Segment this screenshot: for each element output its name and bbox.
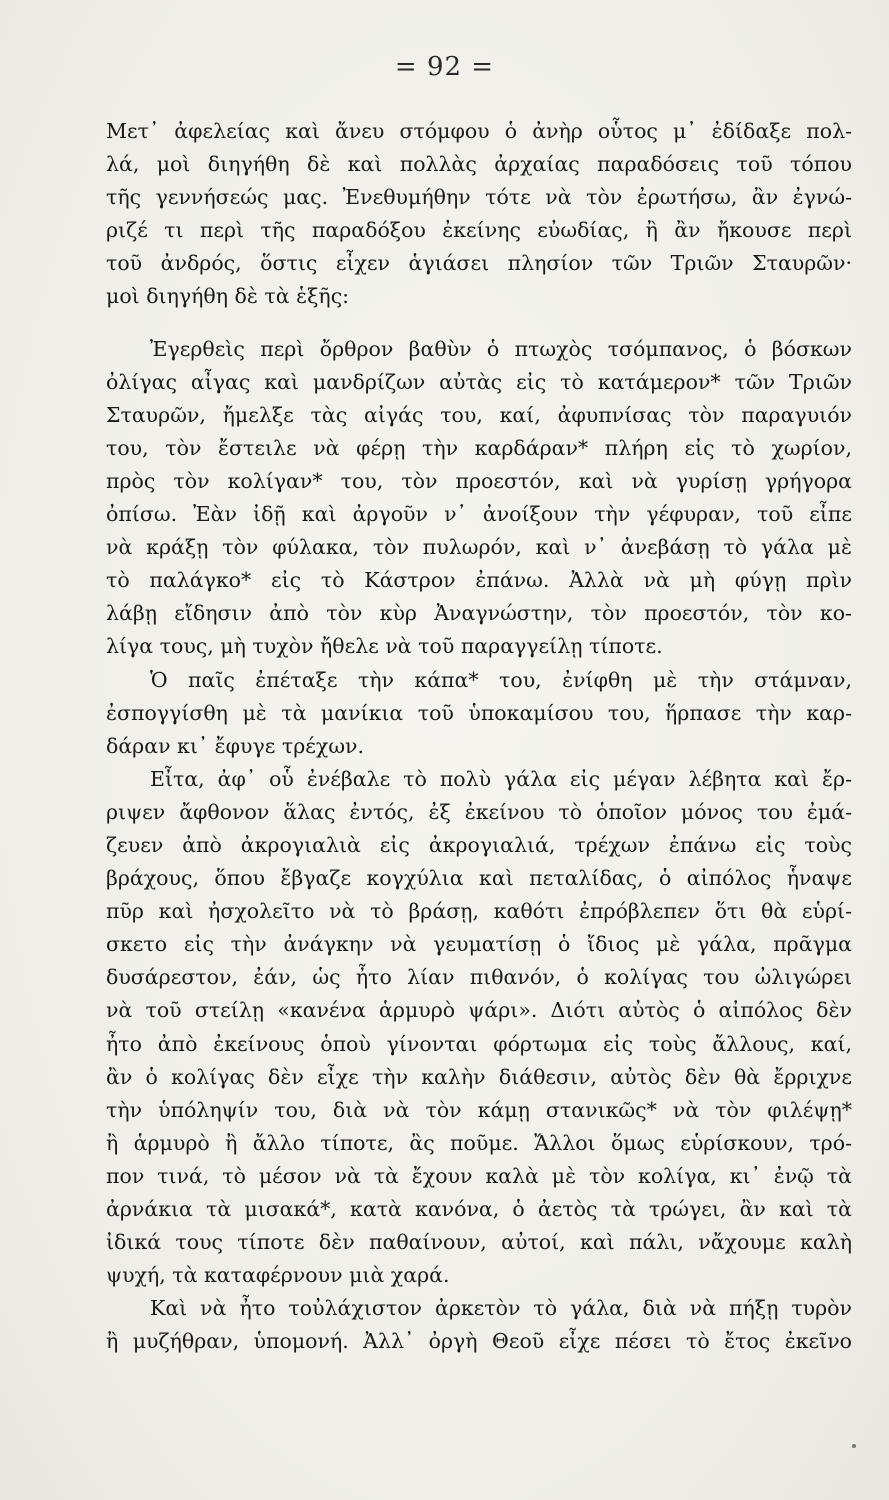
text-line: λά, μοὶ διηγήθη δὲ καὶ πολλὰς ἀρχαίας παραδόσεις τοῦ τόπου: [106, 152, 852, 177]
text-line: πρὸς τὸν κολίγαν* του, τὸν προεστόν, καὶ νὰ γυρίσῃ γρήγορα: [106, 468, 852, 493]
text-line: ἀρνάκια τὰ μισακά*, κατὰ κανόνα, ὁ ἀετὸς τὰ τρώγει, ἂν καὶ τὰ: [106, 1197, 852, 1221]
text-line: ἦτο ἀπὸ ἐκείνους ὁποὺ γίνονται φόρτωμα εἰς τοὺς ἄλλους, καί,: [106, 1031, 852, 1056]
text-line: ἂν ὁ κολίγας δὲν εἶχε τὴν καλὴν διάθεσιν, αὐτὸς δὲν θὰ ἔρριχνε: [106, 1064, 852, 1089]
text-line: τὸ παλάγκο* εἰς τὸ Κάστρον ἐπάνω. Ἀλλὰ νὰ μὴ φύγῃ πρὶν: [106, 568, 852, 593]
paragraph: [106, 333, 852, 664]
text-line: Ὁ παῖς ἐπέταξε τὴν κάπα* του, ἐνίφθη μὲ τὴν στάμναν,: [150, 667, 852, 692]
text-line: ψυχή, τὰ καταφέρνουν μιὰ χαρά.: [106, 1263, 450, 1288]
text-line: ὀλίγας αἶγας καὶ μανδρίζων αὐτὰς εἰς τὸ κατάμερον* τῶν Τριῶν: [106, 369, 852, 394]
text-line: τοῦ ἀνδρός, ὅστις εἶχεν ἁγιάσει πλησίον τῶν Τριῶν Σταυρῶν·: [106, 251, 852, 276]
page-number: = 92 =: [394, 52, 495, 82]
paragraph: [106, 664, 852, 763]
text-line: Καὶ νὰ ἦτο τοὐλάχιστον ἀρκετὸν τὸ γάλα, διὰ νὰ πήξῃ τυρὸν: [150, 1296, 852, 1321]
text-line: ριζέ τι περὶ τῆς παραδόξου ἐκείνης εὐωδίας, ἢ ἂν ἤκουσε περὶ: [106, 218, 852, 243]
paragraph: [106, 763, 852, 1293]
text-line: ἰδικά τους τίποτε δὲν παθαίνουν, αὐτοί, καὶ πάλι, νἄχουμε καλὴ: [106, 1230, 852, 1255]
text-line: ζευεν ἀπὸ ἀκρογιαλιὰ εἰς ἀκρογιαλιά, τρέχων ἐπάνω εἰς τοὺς: [106, 832, 852, 857]
text-line: ἢ μυζήθραν, ὑπομονή. Ἀλλ᾽ ὀργὴ Θεοῦ εἶχε πέσει τὸ ἔτος ἐκεῖνο: [106, 1329, 852, 1354]
paragraph: [106, 1292, 852, 1358]
text-line: λίγα τους, μὴ τυχὸν ἤθελε νὰ τοῦ παραγγείλῃ τίποτε.: [106, 634, 663, 659]
text-line: τὴν ὑπόληψίν του, διὰ νὰ τὸν κάμῃ στανικῶς* νὰ τὸν φιλέψῃ*: [106, 1097, 852, 1122]
text-line: νὰ κράξῃ τὸν φύλακα, τὸν πυλωρόν, καὶ ν᾽ ἀνεβάσῃ τὸ γάλα μὲ: [106, 535, 852, 560]
text-line: ριψεν ἄφθονον ἅλας ἐντός, ἐξ ἐκείνου τὸ ὁποῖον μόνος του ἐμά-: [106, 799, 852, 824]
paper-speck: [852, 1444, 856, 1448]
text-line: ἐσπογγίσθη μὲ τὰ μανίκια τοῦ ὑποκαμίσου του, ἥρπασε τὴν καρ-: [106, 700, 852, 725]
text-line: μοὶ διηγήθη δὲ τὰ ἑξῆς:: [106, 284, 350, 309]
text-line: πον τινά, τὸ μέσον νὰ τὰ ἔχουν καλὰ μὲ τὸν κολίγα, κι᾽ ἐνῷ τὰ: [106, 1163, 852, 1188]
text-line: δάραν κι᾽ ἔφυγε τρέχων.: [106, 733, 365, 758]
text-line: Μετ᾽ ἀφελείας καὶ ἄνευ στόμφου ὁ ἀνὴρ οὗτος μ᾽ ἐδίδαξε πολ-: [106, 119, 852, 143]
text-line: νὰ τοῦ στείλῃ «κανένα ἁρμυρὸ ψάρι». Διότι αὐτὸς ὁ αἰπόλος δὲν: [106, 998, 852, 1023]
body-text: [106, 115, 852, 1358]
text-line: δυσάρεστον, ἐάν, ὡς ἦτο λίαν πιθανόν, ὁ κολίγας του ὠλιγώρει: [106, 965, 852, 990]
text-line: πῦρ καὶ ἠσχολεῖτο νὰ τὸ βράσῃ, καθότι ἐπρόβλεπεν ὅτι θὰ εὑρί-: [106, 899, 852, 924]
text-line: Σταυρῶν, ἤμελξε τὰς αἰγάς του, καί, ἀφυπνίσας τὸν παραγυιόν: [106, 402, 852, 427]
text-line: του, τὸν ἔστειλε νὰ φέρῃ τὴν καρδάραν* πλήρη εἰς τὸ χωρίον,: [106, 435, 852, 460]
text-line: ἢ ἁρμυρὸ ἢ ἄλλο τίποτε, ἂς ποῦμε. Ἄλλοι ὅμως εὑρίσκουν, τρό-: [106, 1130, 852, 1155]
text-line: σκετο εἰς τὴν ἀνάγκην νὰ γευματίσῃ ὁ ἴδιος μὲ γάλα, πρᾶγμα: [106, 932, 852, 957]
paragraph: [106, 115, 852, 314]
text-line: βράχους, ὅπου ἔβγαζε κογχύλια καὶ πεταλίδας, ὁ αἰπόλος ἧναψε: [106, 866, 852, 891]
text-line: τῆς γεννήσεώς μας. Ἐνεθυμήθην τότε νὰ τὸν ἐρωτήσω, ἂν ἐγνώ-: [106, 185, 852, 210]
text-line: Ἐγερθεὶς περὶ ὄρθρον βαθὺν ὁ πτωχὸς τσόμπανος, ὁ βόσκων: [150, 336, 852, 361]
text-line: Εἶτα, ἀφ᾽ οὗ ἐνέβαλε τὸ πολὺ γάλα εἰς μέγαν λέβητα καὶ ἔρ-: [150, 766, 852, 791]
paragraph-gap: [106, 314, 852, 333]
text-line: ὀπίσω. Ἐὰν ἰδῇ καὶ ἀργοῦν ν᾽ ἀνοίξουν τὴν γέφυραν, τοῦ εἶπε: [106, 502, 852, 527]
text-line: λάβῃ εἴδησιν ἀπὸ τὸν κὺρ Ἀναγνώστην, τὸν προεστόν, τὸν κο-: [106, 601, 852, 626]
